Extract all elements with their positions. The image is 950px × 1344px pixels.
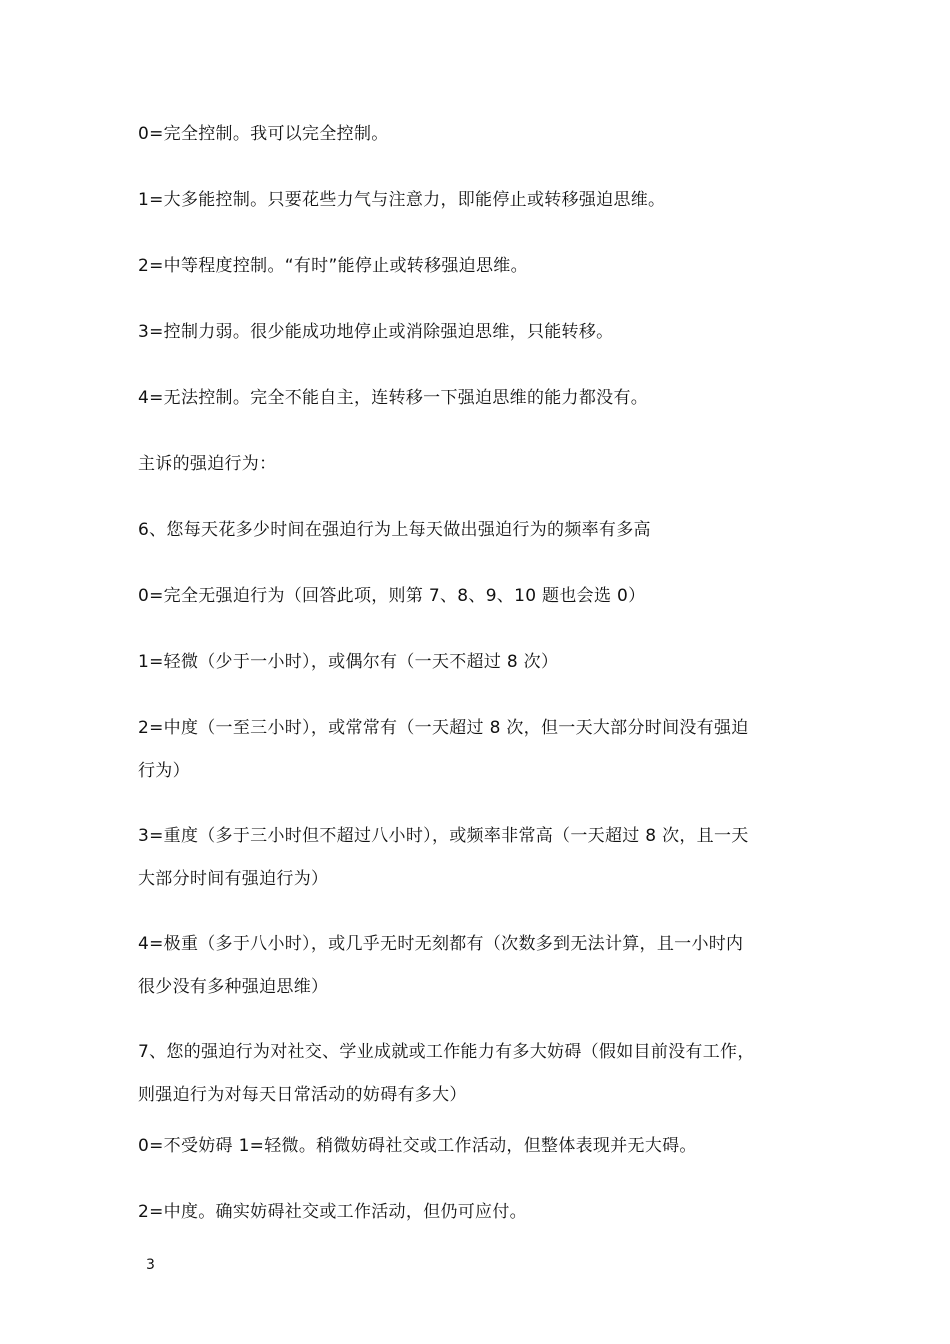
text-line: 1=轻微（少于一小时），或偶尔有（一天不超过 8 次） <box>138 652 559 672</box>
text-line: 0=完全控制。我可以完全控制。 <box>138 124 389 144</box>
text-line: 很少没有多种强迫思维） <box>138 977 329 997</box>
text-line: 1=大多能控制。只要花些力气与注意力，即能停止或转移强迫思维。 <box>138 190 666 210</box>
text-line: 3=重度（多于三小时但不超过八小时），或频率非常高（一天超过 8 次，且一天 <box>138 826 749 846</box>
section-heading: 主诉的强迫行为： <box>138 454 277 474</box>
text-line: 3=控制力弱。很少能成功地停止或消除强迫思维，只能转移。 <box>138 322 614 342</box>
text-line: 2=中度。确实妨碍社交或工作活动，但仍可应付。 <box>138 1202 527 1222</box>
question-line: 6、您每天花多少时间在强迫行为上每天做出强迫行为的频率有多高 <box>138 520 651 540</box>
text-line: 4=无法控制。完全不能自主，连转移一下强迫思维的能力都没有。 <box>138 388 649 408</box>
question-line: 则强迫行为对每天日常活动的妨碍有多大） <box>138 1085 467 1105</box>
text-line: 行为） <box>138 761 190 781</box>
text-line: 2=中度（一至三小时），或常常有（一天超过 8 次，但一天大部分时间没有强迫 <box>138 718 749 738</box>
text-line: 2=中等程度控制。“有时”能停止或转移强迫思维。 <box>138 256 528 276</box>
text-line: 0=不受妨碍 1=轻微。稍微妨碍社交或工作活动，但整体表现并无大碍。 <box>138 1136 697 1156</box>
text-line: 4=极重（多于八小时），或几乎无时无刻都有（次数多到无法计算，且一小时内 <box>138 934 744 954</box>
question-line: 7、您的强迫行为对社交、学业成就或工作能力有多大妨碍（假如目前没有工作， <box>138 1042 755 1062</box>
page-number: 3 <box>146 1257 155 1273</box>
text-line: 大部分时间有强迫行为） <box>138 869 329 889</box>
text-line: 0=完全无强迫行为（回答此项，则第 7、8、9、10 题也会选 0） <box>138 586 646 606</box>
